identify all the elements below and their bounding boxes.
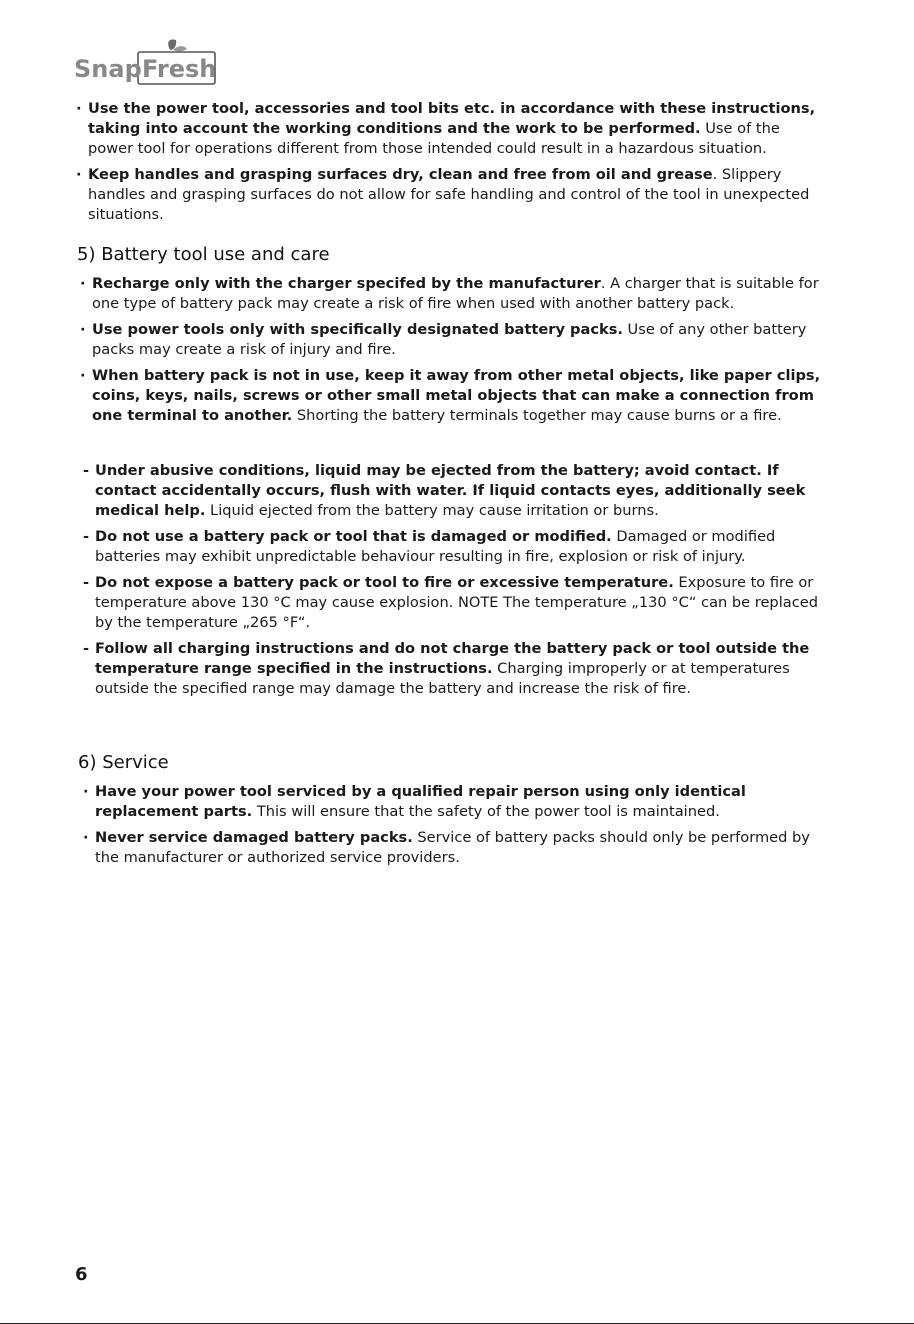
list-item [83, 527, 837, 567]
battery-bullet-list [80, 274, 834, 426]
bullet-marker: · [80, 321, 86, 338]
section-heading-battery: 5) Battery tool use and care [77, 244, 330, 265]
item-text: This will ensure that the safety of the power tool is maintained. [252, 803, 720, 820]
item-bold-text: Keep handles and grasping surfaces dry, clean and free from oil and grease [88, 166, 713, 183]
item-bold-text: Use power tools only with specifically designated battery packs. [92, 321, 623, 338]
item-bold-text: Recharge only with the charger specifed by the manufacturer [92, 275, 601, 292]
item-text: . A charger that is suitable for one type of battery pack may create a risk of fire when used with another battery pack. [92, 275, 819, 312]
item-text: . Slippery handles and grasping surfaces do not allow for safe handling and control of the tool in unexpected situations. [88, 166, 810, 223]
item-text: Service of battery packs should only be performed by the manufacturer or authorized service providers. [95, 829, 810, 866]
list-item [83, 828, 825, 868]
bullet-marker: - [83, 528, 90, 545]
list-item [76, 99, 818, 159]
list-item [80, 274, 834, 314]
list-item [83, 639, 837, 699]
bullet-marker: · [83, 783, 89, 800]
item-text: Exposure to fire or temperature above 130 °C may cause explosion. NOTE The temperature „130 °C“ can be replaced by the temperature „265 °F“. [95, 574, 818, 631]
item-text: Liquid ejected from the battery may cause irritation or burns. [205, 502, 659, 519]
list-item [83, 573, 837, 633]
item-text: Use of the power tool for operations different from those intended could result in a hazardous situation. [88, 120, 780, 157]
item-bold-text: When battery pack is not in use, keep it away from other metal objects, like paper clips, coins, keys, nails, screws or other small metal objects that can make a connection from one terminal to another. [92, 367, 821, 424]
bullet-marker: · [80, 367, 86, 384]
item-bold-text: Use the power tool, accessories and tool bits etc. in accordance with these instructions, taking into account the working conditions and the work to be performed. [88, 100, 816, 137]
battery-bullet-list-continued [83, 461, 837, 699]
item-text: Use of any other battery packs may create a risk of injury and fire. [92, 321, 807, 358]
service-bullet-list [83, 782, 825, 868]
bullet-marker: · [76, 100, 82, 117]
logo-text-fresh: Fresh [142, 55, 217, 83]
list-item [83, 461, 837, 521]
item-text: Damaged or modified batteries may exhibit unpredictable behaviour resulting in fire, explosion or risk of injury. [95, 528, 776, 565]
bullet-marker: · [83, 829, 89, 846]
bullet-marker: · [76, 166, 82, 183]
item-bold-text: Never service damaged battery packs. [95, 829, 413, 846]
item-bold-text: Do not expose a battery pack or tool to fire or excessive temperature. [95, 574, 674, 591]
list-item [80, 366, 834, 426]
item-bold-text: Have your power tool serviced by a qualified repair person using only identical replacement parts. [95, 783, 746, 820]
section-heading-service: 6) Service [78, 752, 169, 773]
list-item [80, 320, 834, 360]
bullet-marker: - [83, 574, 90, 591]
snapfresh-logo [74, 36, 224, 88]
item-bold-text: Follow all charging instructions and do not charge the battery pack or tool outside the temperature range specified in the instructions. [95, 640, 810, 677]
item-text: Shorting the battery terminals together may cause burns or a fire. [292, 407, 782, 424]
bullet-marker: - [83, 640, 90, 657]
page-number: 6 [75, 1264, 88, 1285]
top-bullet-list [76, 99, 818, 225]
list-item [83, 782, 825, 822]
item-bold-text: Do not use a battery pack or tool that is damaged or modified. [95, 528, 612, 545]
item-bold-text: Under abusive conditions, liquid may be ejected from the battery; avoid contact. If contact accidentally occurs, flush with water. If liquid contacts eyes, additionally seek medical help. [95, 462, 806, 519]
logo-text-snap: Snap [74, 55, 142, 83]
bullet-marker: · [80, 275, 86, 292]
list-item [76, 165, 818, 225]
bullet-marker: - [83, 462, 90, 479]
item-text: Charging improperly or at temperatures outside the specified range may damage the battery and increase the risk of fire. [95, 660, 790, 697]
